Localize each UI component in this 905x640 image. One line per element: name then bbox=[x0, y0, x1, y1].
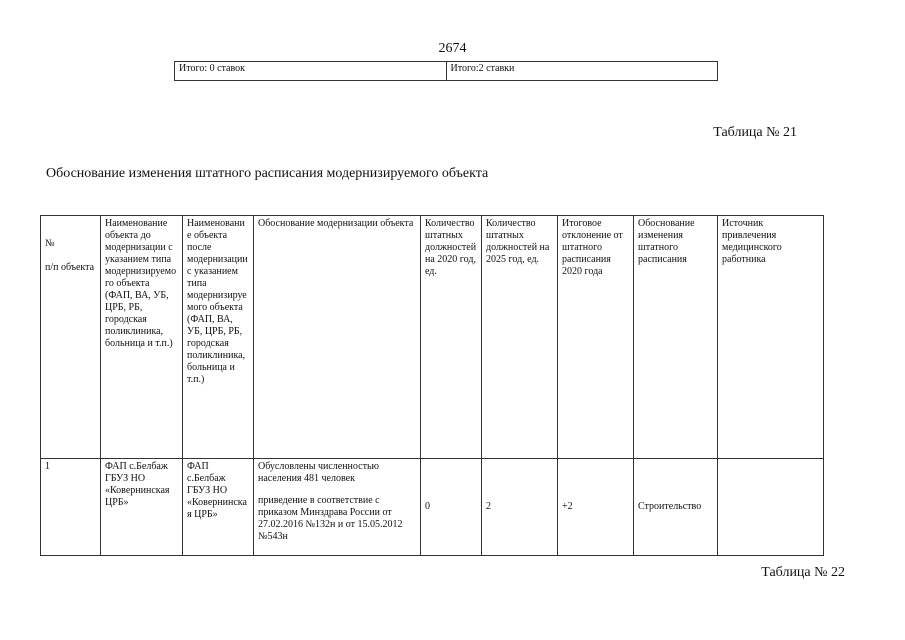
header-name-after: Наименование объекта после модернизации с указанием типа модернизируемого объекта (ФАП, ВА, УБ, ЦРБ, РБ, городская поликлиника, больница и т.п.) bbox=[183, 216, 254, 459]
justification-order: приведение в соответствие с приказом Минздрава России от 27.02.2016 №132н и от 15.05.2012 №543н bbox=[258, 495, 403, 542]
table-22-caption: Таблица № 22 bbox=[761, 565, 845, 580]
cell-name-after: ФАП с.Белбаж ГБУЗ НО «Ковернинская ЦРБ» bbox=[183, 459, 254, 556]
header-staff-2025: Количество штатных должностей на 2025 год, ед. bbox=[482, 216, 558, 459]
header-num bbox=[41, 216, 101, 459]
table-row bbox=[41, 459, 824, 556]
totals-table bbox=[174, 61, 718, 81]
cell-staff-2020: 0 bbox=[421, 459, 482, 556]
totals-row bbox=[175, 62, 718, 81]
table-21-caption: Таблица № 21 bbox=[713, 125, 797, 140]
cell-change-reason: Строительство bbox=[634, 459, 718, 556]
section-heading: Обоснование изменения штатного расписания модернизируемого объекта bbox=[46, 166, 489, 181]
justification-population: Обусловлены численностью населения 481 человек bbox=[258, 461, 379, 484]
page-number: 2674 bbox=[438, 41, 467, 56]
totals-cell-right: Итого:2 ставки bbox=[446, 62, 718, 81]
header-num-symbol: № bbox=[45, 238, 55, 249]
header-staff-2020: Количество штатных должностей на 2020 год, ед. bbox=[421, 216, 482, 459]
staffing-table bbox=[40, 215, 824, 556]
header-change-reason: Обоснование изменения штатного расписания bbox=[634, 216, 718, 459]
cell-justification bbox=[254, 459, 421, 556]
cell-source bbox=[718, 459, 824, 556]
header-name-before: Наименование объекта до модернизации с указанием типа модернизируемого объекта (ФАП, ВА, УБ, ЦРБ, РБ, городская поликлиника, больница и т.п.) bbox=[101, 216, 183, 459]
header-source: Источник привлечения медицинского работника bbox=[718, 216, 824, 459]
header-deviation: Итоговое отклонение от штатного расписания 2020 года bbox=[558, 216, 634, 459]
totals-cell-left: Итого: 0 ставок bbox=[175, 62, 447, 81]
header-num-label: п/п объекта bbox=[45, 262, 95, 273]
cell-deviation: +2 bbox=[558, 459, 634, 556]
table-header-row bbox=[41, 216, 824, 459]
header-justification: Обоснование модернизации объекта bbox=[254, 216, 421, 459]
cell-staff-2025: 2 bbox=[482, 459, 558, 556]
cell-name-before: ФАП с.Белбаж ГБУЗ НО «Ковернинская ЦРБ» bbox=[101, 459, 183, 556]
cell-num: 1 bbox=[41, 459, 101, 556]
